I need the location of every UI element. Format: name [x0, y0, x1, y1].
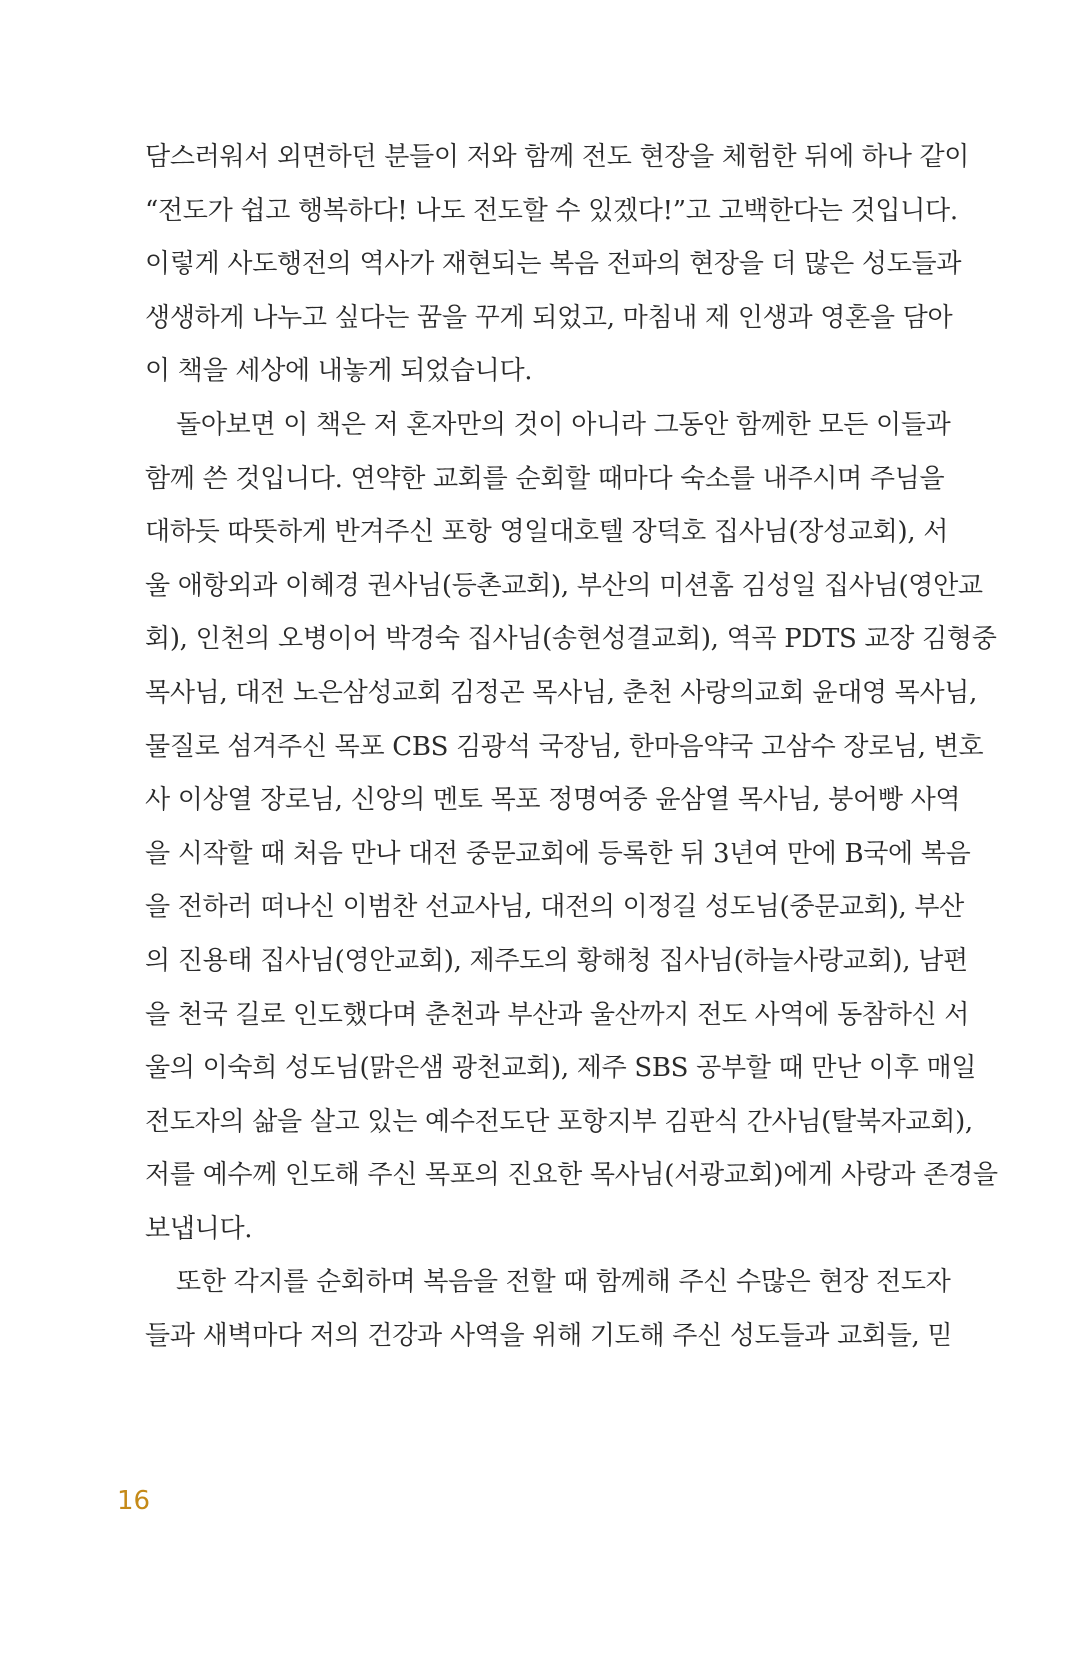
text-line: 울 애항외과 이혜경 권사님(등촌교회), 부산의 미션홈 김성일 집사님(영안교	[145, 570, 983, 601]
text-line: 물질로 섬겨주신 목포 CBS 김광석 국장님, 한마음약국 고삼수 장로님, 변호	[145, 731, 984, 762]
text-line: 대하듯 따뜻하게 반겨주신 포항 영일대호텔 장덕호 집사님(장성교회), 서	[145, 517, 949, 548]
text-line: 목사님, 대전 노은삼성교회 김정곤 목사님, 춘천 사랑의교회 윤대영 목사님,	[145, 677, 978, 708]
text-line: 저를 예수께 인도해 주신 목포의 진요한 목사님(서광교회)에게 사랑과 존경을	[145, 1160, 998, 1191]
text-line: 담스러워서 외면하던 분들이 저와 함께 전도 현장을 체험한 뒤에 하나 같이	[145, 142, 970, 172]
text-line: 이 책을 세상에 내놓게 되었습니다.	[145, 356, 533, 387]
body-text	[145, 131, 998, 1364]
paragraph-first-line: 또한 각지를 순회하며 복음을 전할 때 함께해 주신 수많은 현장 전도자	[176, 1267, 951, 1298]
paragraph-first-line: 돌아보면 이 책은 저 혼자만의 것이 아니라 그동안 함께한 모든 이들과	[176, 409, 951, 440]
text-line: 을 시작할 때 처음 만나 대전 중문교회에 등록한 뒤 3년여 만에 B국에 복음	[145, 838, 971, 869]
text-line: 들과 새벽마다 저의 건강과 사역을 위해 기도해 주신 성도들과 교회들, 믿	[145, 1321, 953, 1352]
text-line: 을 천국 길로 인도했다며 춘천과 부산과 울산까지 전도 사역에 동참하신 서	[145, 999, 970, 1030]
text-line: 의 진용태 집사님(영안교회), 제주도의 황해청 집사님(하늘사랑교회), 남편	[145, 945, 968, 976]
text-line: 을 전하러 떠나신 이범찬 선교사님, 대전의 이정길 성도님(중문교회), 부산	[145, 892, 964, 923]
text-line: 전도자의 삶을 살고 있는 예수전도단 포항지부 김판식 간사님(탈북자교회),	[145, 1106, 973, 1137]
text-line: 생생하게 나누고 싶다는 꿈을 꾸게 되었고, 마침내 제 인생과 영혼을 담아	[145, 302, 953, 333]
text-line: 회), 인천의 오병이어 박경숙 집사님(송현성결교회), 역곡 PDTS 교장 김형중	[145, 624, 997, 655]
text-line: 울의 이숙희 성도님(맑은샘 광천교회), 제주 SBS 공부할 때 만난 이후 매일	[145, 1053, 977, 1084]
text-line: “전도가 쉽고 행복하다! 나도 전도할 수 있겠다!”고 고백한다는 것입니다.	[145, 195, 958, 226]
text-line: 이렇게 사도행전의 역사가 재현되는 복음 전파의 현장을 더 많은 성도들과	[145, 249, 962, 280]
text-line: 함께 쓴 것입니다. 연약한 교회를 순회할 때마다 숙소를 내주시며 주님을	[145, 463, 945, 494]
text-line: 보냅니다.	[145, 1213, 253, 1244]
page-number: 16	[117, 1486, 151, 1516]
text-line: 사 이상열 장로님, 신앙의 멘토 목포 정명여중 윤삼열 목사님, 붕어빵 사역	[145, 785, 961, 816]
